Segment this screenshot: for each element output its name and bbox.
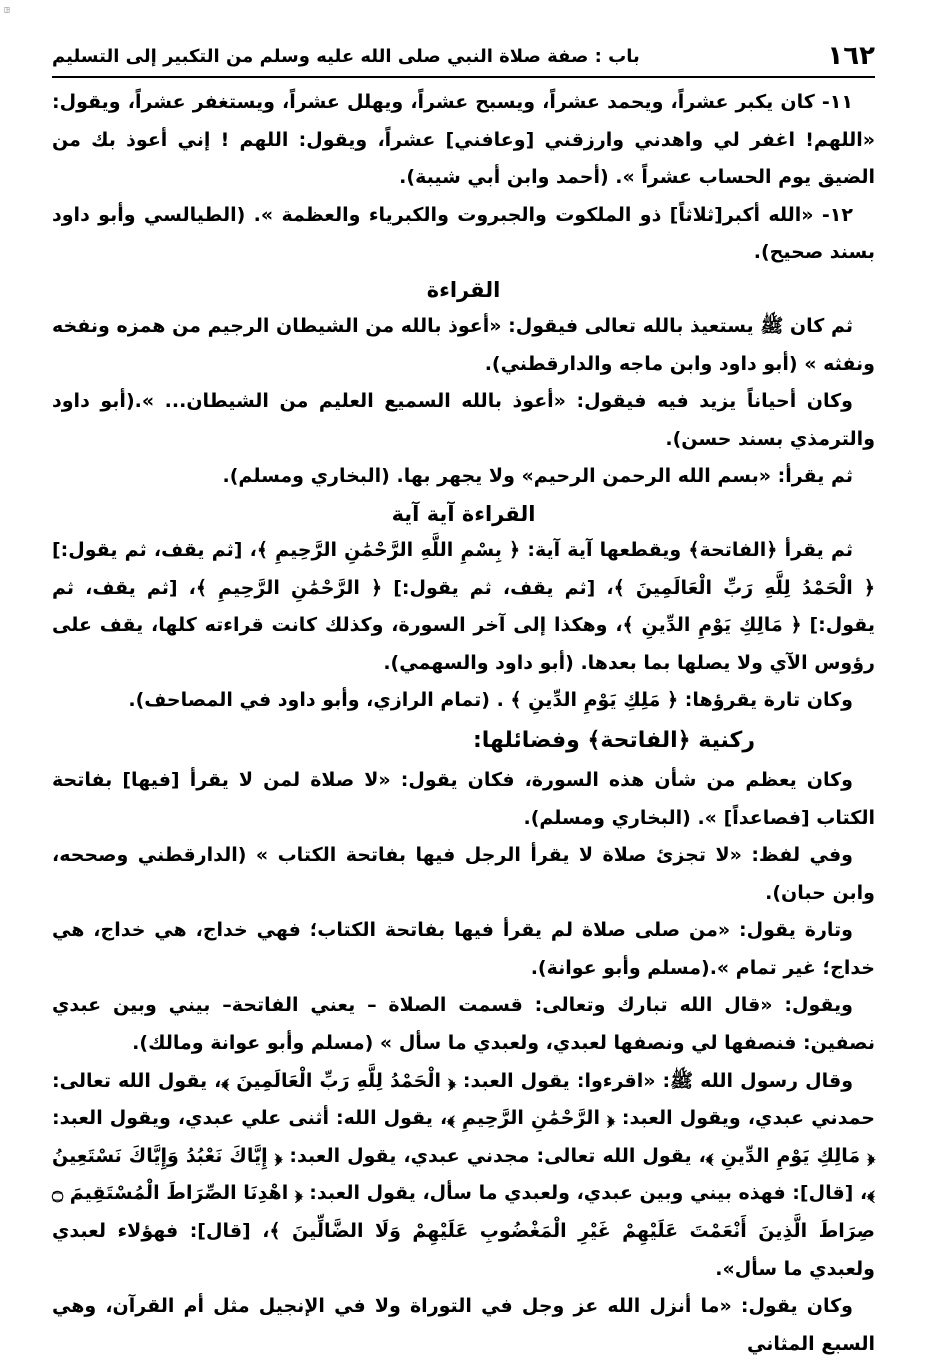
section-heading-rukniyya: ركنية ﴿الفاتحة﴾ وفضائلها: (472, 727, 755, 753)
paragraph-khidaj: وتارة يقول: «من صلى صلاة لم يقرأ فيها بفاتحة الكتاب؛ فهي خداج، هي خداج، هي خداج؛ غير تمام ».(مسلم وأبو عوانة). (52, 919, 875, 979)
page-header (52, 36, 875, 78)
running-title: باب : صفة صلاة النبي صلى الله عليه وسلم من التكبير إلى التسليم (52, 45, 640, 67)
section-heading-aya-aya: القراءة آية آية (391, 501, 536, 526)
book-page (52, 0, 875, 1364)
paragraph-la-salah: وكان يعظم من شأن هذه السورة، فكان يقول: «لا صلاة لمن لا يقرأ [فيها] بفاتحة الكتاب [فصاعداً] ». (البخاري ومسلم). (52, 768, 875, 829)
paragraph-iqrau: وقال رسول الله ﷺ: «اقرءوا: يقول العبد: ﴿ الْحَمْدُ لِلَّهِ رَبِّ الْعَالَمِينَ ﴾، يقول الله تعالى: حمدني عبدي، ويقول العبد: ﴿ الرَّحْمَٰنِ الرَّحِيمِ ﴾، يقول الله: أثنى علي عبدي، ويقول العبد: ﴿ مَالِكِ يَوْمِ الدِّينِ ﴾، يقول الله تعالى: مجدني عبدي، يقول العبد: ﴿ إِيَّاكَ نَعْبُدُ وَإِيَّاكَ نَسْتَعِينُ ﴾، [قال]: فهذه بيني وبين عبدي، ولعبدي ما سأل، يقول العبد: ﴿ اهْدِنَا الصِّرَاطَ الْمُسْتَقِيمَ ۝ صِرَاطَ الَّذِينَ أَنْعَمْتَ عَلَيْهِمْ غَيْرِ الْمَغْضُوبِ عَلَيْهِمْ وَلَا الضَّالِّينَ ﴾، [قال]: فهؤلاء لعبدي ولعبدي ما سأل». (52, 1069, 875, 1280)
paragraph-lafz: وفي لفظ: «لا تجزئ صلاة لا يقرأ الرجل فيها بفاتحة الكتاب » (الدارقطني وصححه، وابن حبان). (52, 844, 875, 904)
paragraph-ahyanan: وكان أحياناً يزيد فيه فيقول: «أعوذ بالله السميع العليم من الشيطان... ».(أبو داود والترمذي بسند حسن). (52, 390, 875, 450)
paragraph-12: ١٢- «الله أكبر[ثلاثاً] ذو الملكوت والجبروت والكبرياء والعظمة ». (الطيالسي وأبو داود بسند صحيح). (52, 203, 875, 264)
paragraph-basmala: ثم يقرأ: «بسم الله الرحمن الرحيم» ولا يجهر بها. (البخاري ومسلم). (222, 465, 853, 488)
paragraph-fatiha-verses: ثم يقرأ ﴿الفاتحة﴾ ويقطعها آية آية: ﴿ بِسْمِ اللَّهِ الرَّحْمَٰنِ الرَّحِيمِ ﴾، [ثم يقف، ثم يقول:] ﴿ الْحَمْدُ لِلَّهِ رَبِّ الْعَالَمِينَ ﴾، [ثم يقف، ثم يقول:] ﴿ الرَّحْمَٰنِ الرَّحِيمِ ﴾، [ثم يقف، ثم يقول:] ﴿ مَالِكِ يَوْمِ الدِّينِ ﴾، وهكذا إلى آخر السورة، وكذلك كانت قراءته كلها، يقف على رؤوس الآي ولا يصلها بما بعدها. (أبو داود والسهمي). (52, 538, 875, 674)
page-body (52, 84, 875, 1363)
paragraph-qasamtu: ويقول: «قال الله تبارك وتعالى: قسمت الصلاة – يعني الفاتحة– بيني وبين عبدي نصفين: فنصفها لي ونصفها لعبدي، ولعبدي ما سأل » (مسلم وأبو عوانة ومالك). (52, 994, 875, 1055)
paragraph-istiadha: ثم كان ﷺ يستعيذ بالله تعالى فيقول: «أعوذ بالله من الشيطان الرجيم من همزه ونفخه ونفثه » (أبو داود وابن ماجه والدارقطني). (52, 314, 875, 375)
section-heading-qiraa: القراءة (426, 277, 501, 302)
paragraph-ma-anzal: وكان يقول: «ما أنزل الله عز وجل في التوراة ولا في الإنجيل مثل أم القرآن، وهي السبع المثاني (52, 1295, 875, 1355)
page-number: ١٦٢ (827, 41, 875, 71)
paragraph-11: ١١- كان يكبر عشراً، ويحمد عشراً، ويسبح عشراً، ويهلل عشراً، ويستغفر عشراً، ويقول: «اللهم! اغفر لي واهدني وارزقني [وعافني] عشراً، ويقول: اللهم ! إني أعوذ بك من الضيق يوم الحساب عشراً ». (أحمد وابن أبي شيبة). (52, 91, 875, 189)
paragraph-malik: وكان تارة يقرؤها: ﴿ مَلِكِ يَوْمِ الدِّينِ ﴾ . (تمام الرازي، وأبو داود في المصاحف). (128, 689, 853, 712)
scan-mark: ꖸ (4, 6, 10, 15)
